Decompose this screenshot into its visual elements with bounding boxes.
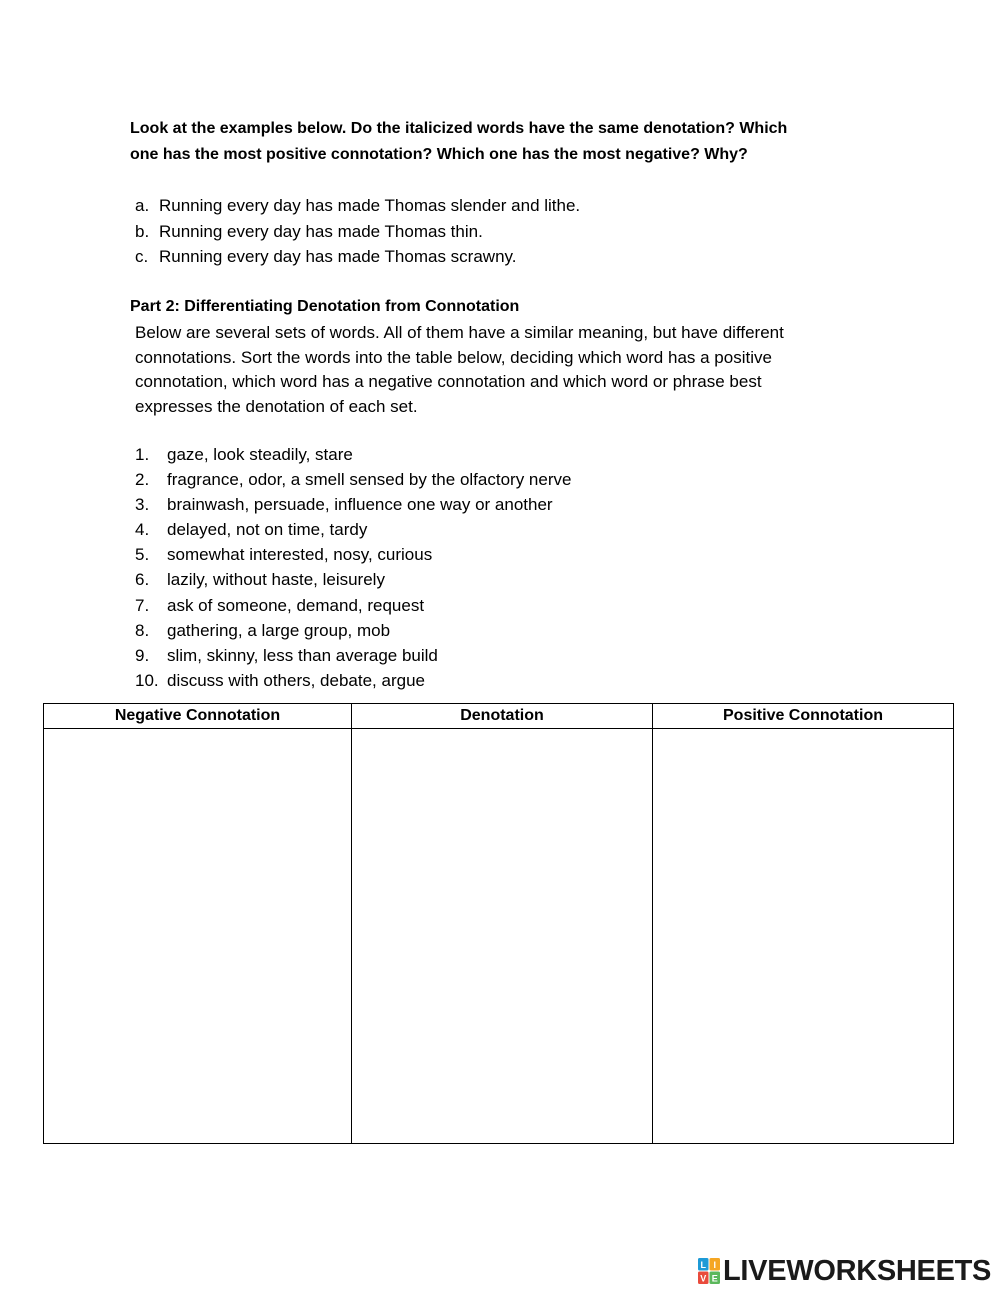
word-set-text: gaze, look steadily, stare xyxy=(167,445,353,464)
part2-heading: Part 2: Differentiating Denotation from Connotation xyxy=(130,298,520,315)
logo-block-letter: E xyxy=(711,1273,718,1284)
list-item xyxy=(135,517,571,542)
logo-wordmark: LIVEWORKSHEETS xyxy=(723,1254,992,1287)
list-item xyxy=(135,542,571,567)
list-number: 3. xyxy=(135,495,150,515)
word-set-text: brainwash, persuade, influence one way or another xyxy=(167,495,553,515)
list-marker: a. xyxy=(135,196,150,215)
word-set-text: delayed, not on time, tardy xyxy=(167,520,368,540)
denotation-drop-area[interactable] xyxy=(352,729,653,1144)
instruction-line: Below are several sets of words. All of them have a similar meaning, but have different xyxy=(135,323,784,342)
list-number: 5. xyxy=(135,545,150,565)
negative-connotation-header: Negative Connotation xyxy=(44,704,352,729)
list-number: 10. xyxy=(135,670,159,690)
logo-block-letter: L xyxy=(700,1260,706,1270)
example-text: Running every day has made Thomas slender and lithe. xyxy=(159,196,581,215)
question-line-2: one has the most positive connotation? Which one has the most negative? Why? xyxy=(130,146,748,163)
positive-connotation-drop-area[interactable] xyxy=(653,729,954,1144)
word-sets-list xyxy=(135,442,571,693)
live-blocks-icon xyxy=(698,1258,720,1284)
list-item xyxy=(135,219,580,245)
logo-block-letter: V xyxy=(700,1273,707,1284)
list-item xyxy=(135,567,571,592)
example-text: Running every day has made Thomas scrawny. xyxy=(159,247,517,266)
liveworksheets-logo xyxy=(698,1255,991,1287)
instruction-line: expresses the denotation of each set. xyxy=(135,396,418,416)
list-number: 6. xyxy=(135,570,150,590)
word-set-text: gathering, a large group, mob xyxy=(167,620,391,640)
list-number: 1. xyxy=(135,445,150,464)
sorting-table xyxy=(43,703,954,1144)
list-number: 2. xyxy=(135,470,150,490)
list-marker: c. xyxy=(135,247,149,266)
word-set-text: discuss with others, debate, argue xyxy=(167,670,425,690)
word-set-text: slim, skinny, less than average build xyxy=(167,645,438,665)
table-header-row xyxy=(44,704,954,729)
list-item xyxy=(135,442,571,467)
list-item xyxy=(135,492,571,517)
part2-instructions xyxy=(135,321,855,419)
list-number: 7. xyxy=(135,595,150,615)
example-text: Running every day has made Thomas thin. xyxy=(159,221,483,241)
list-item xyxy=(135,193,580,219)
logo-block-letter: I xyxy=(713,1260,717,1270)
list-item xyxy=(135,244,580,270)
question-line-1: Look at the examples below. Do the italicized words have the same denotation? Which xyxy=(130,120,788,137)
list-item xyxy=(135,593,571,618)
word-set-text: ask of someone, demand, request xyxy=(167,595,425,615)
word-set-text: lazily, without haste, leisurely xyxy=(167,570,385,590)
negative-connotation-drop-area[interactable] xyxy=(44,729,352,1144)
list-item xyxy=(135,643,571,668)
list-item xyxy=(135,618,571,643)
positive-connotation-header: Positive Connotation xyxy=(653,704,954,729)
list-number: 8. xyxy=(135,620,150,640)
list-marker: b. xyxy=(135,221,150,241)
instruction-line: connotations. Sort the words into the table below, deciding which word has a positive xyxy=(135,347,772,367)
list-number: 4. xyxy=(135,520,150,540)
list-item xyxy=(135,467,571,492)
instructions-question xyxy=(130,116,890,168)
table-row xyxy=(44,729,954,1144)
denotation-header: Denotation xyxy=(352,704,653,729)
list-number: 9. xyxy=(135,645,150,665)
word-set-text: fragrance, odor, a smell sensed by the olfactory nerve xyxy=(167,470,572,490)
instruction-line: connotation, which word has a negative connotation and which word or phrase best xyxy=(135,372,762,391)
examples-list xyxy=(135,193,580,270)
word-set-text: somewhat interested, nosy, curious xyxy=(167,545,433,565)
list-item xyxy=(135,668,571,693)
